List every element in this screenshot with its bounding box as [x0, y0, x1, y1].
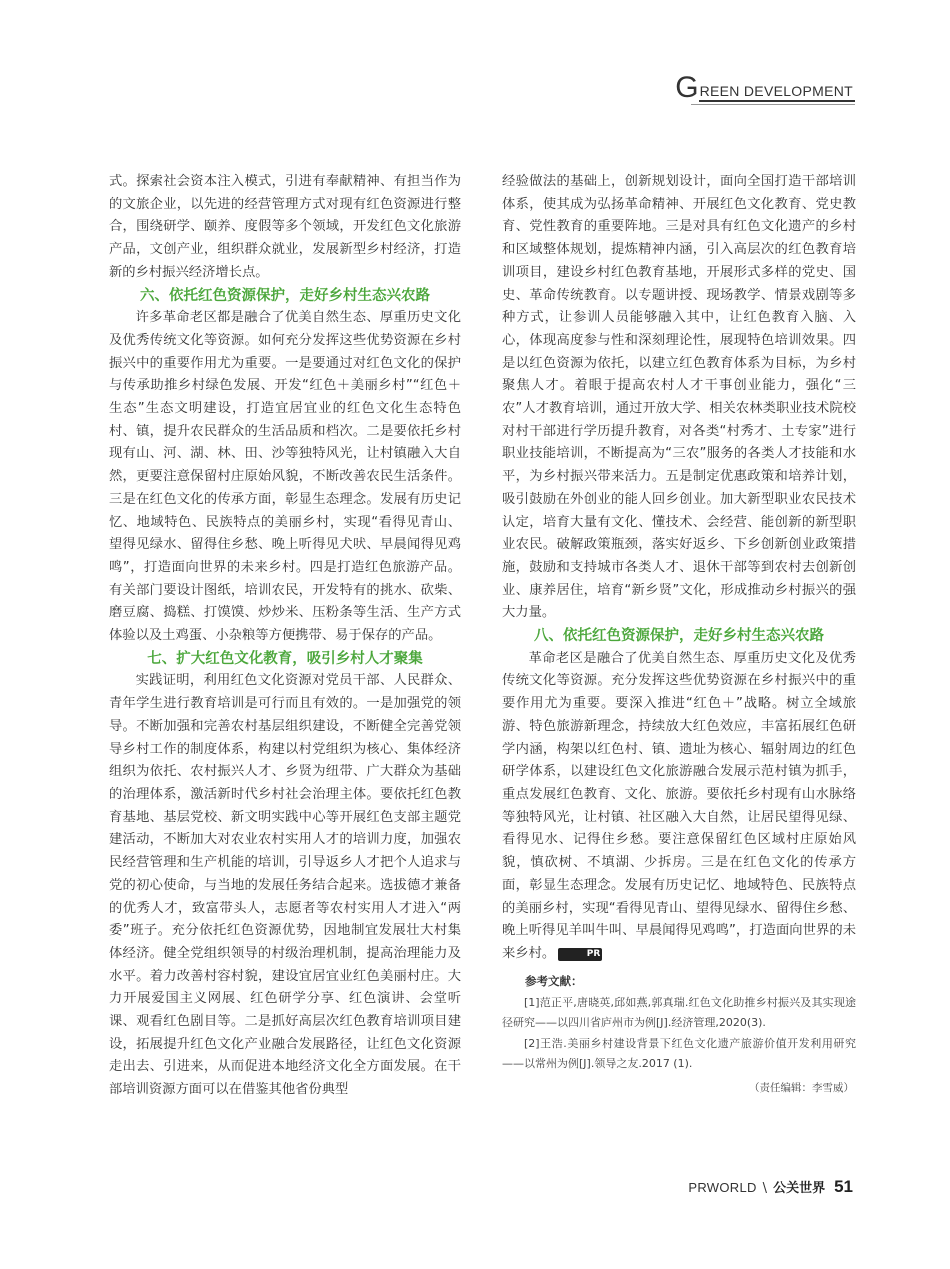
section-heading-7: 七、扩大红色文化教育，吸引乡村人才聚集 [147, 650, 423, 667]
footer-separator: \ [762, 1181, 768, 1196]
responsible-editor: （责任编辑：李雪威） [749, 1081, 854, 1094]
right-column [502, 171, 856, 1097]
header-initial: G [675, 71, 699, 104]
running-header [675, 71, 855, 104]
page-footer [688, 1177, 853, 1197]
header-rule [691, 104, 855, 105]
paragraph-text: 革命老区是融合了优美自然生态、厚重历史文化及优秀传统文化等资源。充分发挥这些优势资源在乡村振兴中的重要作用尤为重要。要深入推进“红色＋”战略。树立全域旅游、特色旅游新理念，持续放大红色效应，丰富拓展红色研学内涵，构架以红色村、镇、遗址为核心、辐射周边的红色研学体系，以建设红色文化旅游融合发展示范村镇为抓手，重点发展红色教育、文化、旅游。要依托乡村现有山水脉络等独特风光，让村镇、社区融入大自然，让居民望得见绿、看得见水、记得住乡愁。要注意保留红色区域村庄原始风貌，慎砍树、不填湖、少拆房。三是在红色文化的传承方面，彰显生态理念。发展有历史记忆、地域特色、民族特点的美丽乡村，实现“看得见青山、望得见绿水、留得住乡愁、晚上听得见羊叫牛叫、早晨闻得见鸡鸣”，打造面向世界的未来乡村。 [502, 650, 856, 961]
paragraph [502, 648, 856, 966]
paragraph: 许多革命老区都是融合了优美自然生态、厚重历史文化及优秀传统文化等资源。如何充分发挥这些优势资源在乡村振兴中的重要作用尤为重要。一是要通过对红色文化的保护与传承助推乡村绿色发展、开发“红色＋美丽乡村”“红色＋生态”生态文明建设，打造宜居宜业的红色文化生态特色村、镇，提升农民群众的生活品质和档次。二是要依托乡村现有山、河、湖、林、田、沙等独特风光，让村镇融入大自然，更要注意保留村庄原始风貌，不断改善农民生活条件。三是在红色文化的传承方面，彰显生态理念。发展有历史记忆、地域特色、民族特点的美丽乡村，实现“看得见青山、望得见绿水、留得住乡愁、晚上听得见犬吠、早晨闻得见鸡鸣”，打造面向世界的未来乡村。四是打造红色旅游产品。有关部门要设计图纸，培训农民，开发特有的挑水、砍柴、磨豆腐、捣糕、打馍馍、炒炒米、压粉条等生活、生产方式体验以及土鸡蛋、小杂粮等方便携带、易于保存的产品。 [109, 310, 461, 644]
reference-item: [2]王浩.美丽乡村建设背景下红色文化遗产旅游价值开发利用研究——以常州为例[J].领导之友.2017 (1). [502, 1036, 856, 1071]
paragraph-continued: 式。探索社会资本注入模式，引进有奉献精神、有担当作为的文旅企业，以先进的经营管理方式对现有红色资源进行整合，围绕研学、颐养、度假等多个领域，开发红色文化旅游产品，文创产业，组织群众就业，发展新型乡村经济，打造新的乡村振兴经济增长点。 [109, 174, 461, 280]
paragraph: 实践证明，利用红色文化资源对党员干部、人民群众、青年学生进行教育培训是可行而且有效的。一是加强党的领导。不断加强和完善农村基层组织建设，不断健全完善党领导乡村工作的制度体系，构建以村党组织为核心、集体经济组织为依托、农村振兴人才、乡贤为纽带、广大群众为基础的治理体系，激活新时代乡村社会治理主体。要依托红色教育基地、基层党校、新文明实践中心等开展红色支部主题党建活动，不断加大对农业农村实用人才的培训力度，加强农民经营管理和生产机能的培训，引导返乡人才把个人追求与党的初心使命，与当地的发展任务结合起来。选拔德才兼备的优秀人才，致富带头人，志愿者等农村实用人才进入“两委”班子。充分依托红色资源优势，因地制宜发展壮大村集体经济。健全党组织领导的村级治理机制，提高治理能力及水平。着力改善村容村貌，建设宜居宜业红色美丽村庄。大力开展爱国主义网展、红色研学分享、红色演讲、会堂听课、观看红色剧目等。二是抓好高层次红色教育培训项目建设，拓展提升红色文化产业融合发展路径，让红色文化资源走出去、引进来，从而促进本地经济文化全方面发展。在干部培训资源方面可以在借鉴其他省份典型 [109, 673, 461, 1098]
footer-brand: PRWORLD [688, 1180, 757, 1195]
paragraph-continued: 经验做法的基础上，创新规划设计，面向全国打造干部培训体系，使其成为弘扬革命精神、开展红色文化教育、党史教育、党性教育的重要阵地。三是对具有红色文化遗产的乡村和区域整体规划，提炼精神内涵，引入高层次的红色教育培训项目，建设乡村红色教育基地，开展形式多样的党史、国史、革命传统教育。以专题讲授、现场教学、情景戏剧等多种方式，让参训人员能够融入其中，让红色教育入脑、入心，体现高度参与性和深刻理论性，展现特色培训效果。四是以红色资源为依托，以建立红色教育体系为目标，为乡村聚焦人才。着眼于提高农村人才干事创业能力，强化“三农”人才教育培训，通过开放大学、相关农林类职业技术院校对村干部进行学历提升教育，对各类“村秀才、土专家”进行职业技能培训，不断提高为“三农”服务的各类人才技能和水平，为乡村振兴带来活力。五是制定优惠政策和培养计划，吸引鼓励在外创业的能人回乡创业。加大新型职业农民技术认定，培育大量有文化、懂技术、会经营、能创新的新型职业农民。破解政策瓶颈，落实好返乡、下乡创新创业政策措施，鼓励和支持城市各类人才、退休干部等到农村去创新创业、康养居住，培育“新乡贤”文化，形成推动乡村振兴的强大力量。 [502, 174, 856, 621]
section-heading-8: 八、依托红色资源保护，走好乡村生态兴农路 [534, 628, 824, 645]
references-title: 参考文献： [525, 973, 583, 988]
page-number: 51 [834, 1177, 853, 1196]
header-title: REEN DEVELOPMENT [699, 83, 855, 102]
section-heading-6: 六、依托红色资源保护，走好乡村生态兴农路 [140, 287, 430, 304]
end-mark-icon: PR [558, 948, 602, 961]
left-column [109, 171, 461, 1102]
footer-magazine-name: 公关世界 [773, 1181, 826, 1196]
reference-item: [1]范正平,唐晓英,邱如燕,郭真瑞.红色文化助推乡村振兴及其实现途径研究——以四川省庐州市为例[J].经济管理,2020(3). [502, 995, 856, 1030]
